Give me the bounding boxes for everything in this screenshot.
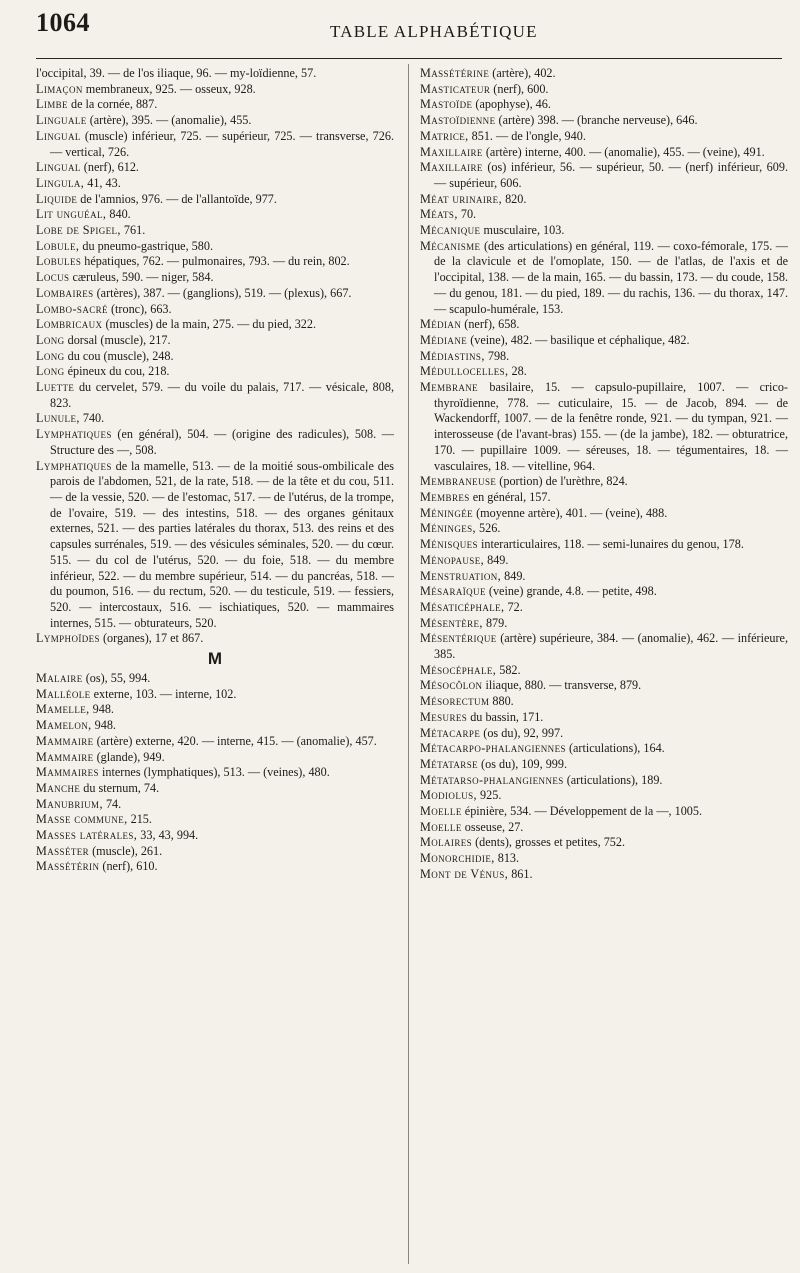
index-entry <box>420 129 788 145</box>
entry-headword: Mastoïde <box>420 97 473 112</box>
entry-text: 948. <box>94 718 116 733</box>
entry-text: (os) inférieur, 56. — supérieur, 50. — (nerf) inférieur, 609. — supérieur, 606. <box>434 160 789 190</box>
index-entry <box>420 867 788 883</box>
entry-headword: Médiane <box>420 332 468 347</box>
entry-text: 813. <box>497 851 520 866</box>
index-entry <box>420 333 788 349</box>
entry-text: internes (lymphatiques), 513. — (veines), 480. <box>102 765 330 780</box>
entry-text: 798. <box>487 348 510 363</box>
entry-headword: Mésentérique <box>420 631 497 646</box>
index-entry <box>36 192 394 208</box>
entry-headword: Lombaires <box>36 285 94 300</box>
index-entry <box>36 176 394 192</box>
entry-headword: Masse commune, <box>36 812 128 827</box>
entry-headword: Lymphoïdes <box>36 631 100 646</box>
entry-headword: Mésaticéphale, <box>420 599 505 614</box>
entry-headword: Mammaire <box>36 733 94 748</box>
entry-headword: Malaire <box>36 671 83 686</box>
entry-text: du bassin, 171. <box>470 709 544 724</box>
entry-headword: Méninges, <box>420 521 476 536</box>
entry-headword: Massétérine <box>420 66 490 80</box>
entry-text: 820. <box>505 191 527 206</box>
index-entry <box>420 82 788 98</box>
index-entry <box>36 765 394 781</box>
entry-headword: Masséter <box>36 843 90 858</box>
entry-headword: Manche <box>36 780 81 795</box>
index-entry <box>420 97 788 113</box>
index-entry <box>36 160 394 176</box>
entry-headword: Métacarpe <box>420 725 481 740</box>
index-entry <box>36 364 394 380</box>
entries-before <box>36 66 394 647</box>
entry-headword: Lymphatiques <box>36 427 112 442</box>
entry-headword: Médiastins, <box>420 348 485 363</box>
entry-headword: Médian <box>420 317 462 332</box>
index-entry <box>36 671 394 687</box>
entry-headword: Massétérin <box>36 859 100 874</box>
index-entry <box>420 380 788 474</box>
entry-text: (artère), 402. <box>492 66 556 80</box>
header-rule <box>36 58 782 59</box>
entry-text: (glande), 949. <box>96 749 165 764</box>
entry-text: 849. <box>504 568 526 583</box>
entry-headword: Ménisques <box>420 537 478 552</box>
index-entry <box>420 192 788 208</box>
index-entry <box>420 616 788 632</box>
entry-text: 28. <box>511 364 527 379</box>
right-column <box>420 66 788 883</box>
entry-text: 33, 43, 994. <box>140 828 199 843</box>
entry-headword: Métatarso-phalangiennes <box>420 772 564 787</box>
index-entry <box>36 286 394 302</box>
entry-text: (des articulations) en général, 119. — coxo-fémorale, 175. — de la clavicule et de l'omoplate, 150. — de l'atlas, de l'axis et de l'occipital, 138. — de la main, 165. — du bassin, 173. — du coude, 158. — du genou, 181. — du pied, 189. — du rachis, 136. — du thorax, 147. — scapulo-humérale, 153. <box>434 238 788 316</box>
entry-text: musculaire, 103. <box>483 223 565 238</box>
index-entry <box>36 239 394 255</box>
index-entry <box>36 687 394 703</box>
entry-headword: Membres <box>420 489 470 504</box>
index-entry <box>420 569 788 585</box>
entry-text: (nerf), 612. <box>83 160 139 175</box>
entry-text: 849. <box>487 552 509 567</box>
index-entry <box>420 474 788 490</box>
entry-headword: Mésaraïque <box>420 584 486 599</box>
entry-headword: Lobule, <box>36 238 80 253</box>
index-entry <box>36 844 394 860</box>
entry-headword: Menstruation, <box>420 568 502 583</box>
entry-text: épinière, 534. — Développement de la —, 1005. <box>464 804 703 819</box>
running-title: TABLE ALPHABÉTIQUE <box>330 22 538 41</box>
entry-text: (artère) 398. — (branche nerveuse), 646. <box>498 113 698 128</box>
index-entry <box>36 797 394 813</box>
index-entry <box>420 663 788 679</box>
entry-headword: Lunule, <box>36 411 80 426</box>
index-entry <box>420 788 788 804</box>
index-entry <box>420 207 788 223</box>
entry-text: 70. <box>460 207 477 222</box>
entry-text: épineux du cou, 218. <box>67 364 170 379</box>
index-entry <box>420 694 788 710</box>
entry-headword: Limaçon <box>36 81 83 96</box>
entry-headword: Long <box>36 348 65 363</box>
entry-text: (os du), 92, 997. <box>483 725 564 740</box>
index-entry <box>36 223 394 239</box>
entry-headword: Mésocéphale, <box>420 662 497 677</box>
entry-headword: Malléole <box>36 686 91 701</box>
entry-text: (os), 55, 994. <box>85 671 151 686</box>
entry-text: 879. <box>485 615 508 630</box>
index-entry <box>420 349 788 365</box>
entry-text: (os du), 109, 999. <box>481 756 568 771</box>
entry-text: 74. <box>105 796 122 811</box>
entries-after <box>36 671 394 875</box>
entry-headword: Linguale <box>36 113 87 128</box>
entry-headword: Mamelle, <box>36 702 90 717</box>
entry-text: du cou (muscle), 248. <box>67 348 174 363</box>
entry-text: 851. — de l'ongle, 940. <box>471 128 586 143</box>
entry-text: membraneux, 925. — osseux, 928. <box>85 81 256 96</box>
index-entry <box>420 726 788 742</box>
index-entry <box>36 411 394 427</box>
entry-headword: Lymphatiques <box>36 458 112 473</box>
entry-text: interarticulaires, 118. — semi-lunaires du genou, 178. <box>481 537 744 552</box>
entry-text: dorsal (muscle), 217. <box>67 332 171 347</box>
entry-headword: Mastoïdienne <box>420 113 496 128</box>
index-entry <box>36 734 394 750</box>
index-entry <box>420 66 788 82</box>
entry-headword: Méningée <box>420 505 474 520</box>
entry-text: l'occipital, 39. — de l'os iliaque, 96. — my-loïdienne, 57. <box>36 66 317 80</box>
entry-headword: Métacarpo-phalangiennes <box>420 741 566 756</box>
entry-headword: Molaires <box>420 835 473 850</box>
index-entry <box>420 160 788 191</box>
entry-text: (organes), 17 et 867. <box>103 631 204 646</box>
index-entry <box>36 82 394 98</box>
entry-text: (nerf), 600. <box>493 81 549 96</box>
index-entry <box>36 702 394 718</box>
entry-text: (articulations), 164. <box>568 741 665 756</box>
entry-text: cæruleus, 590. — niger, 584. <box>72 270 214 285</box>
entry-headword: Maxillaire <box>420 144 483 159</box>
entry-text: (dents), grosses et petites, 752. <box>475 835 626 850</box>
entry-headword: Mont de Vénus, <box>420 866 509 881</box>
column-divider <box>408 64 409 1264</box>
entry-text: du cervelet, 579. — du voile du palais, 717. — vésicale, 808, 823. <box>50 380 395 410</box>
index-entry <box>420 239 788 318</box>
entry-headword: Mamelon, <box>36 718 92 733</box>
index-entry <box>36 812 394 828</box>
index-entry <box>36 349 394 365</box>
entry-text: basilaire, 15. — capsulo-pupillaire, 1007. — crico-thyroïdienne, 778. — cuticulaire, 15. — de Jacob, 894. — de Wackendorff, 1007. — de la fenêtre ronde, 921. — du tympan, 921. — interosseuse (de l'avant-bras) 155. — (de la jambe), 182. — obturatrice, 170. — pupillaire 1009. — séreuses, 18. — tégumentaires, 18. — vasculaires, 18. — vitelline, 964. <box>434 380 788 473</box>
entry-text: 948. <box>92 702 114 717</box>
index-entry <box>420 757 788 773</box>
section-letter: M <box>207 649 223 669</box>
index-entry <box>420 317 788 333</box>
entry-text: (artère) interne, 400. — (anomalie), 455. — (veine), 491. <box>485 144 765 159</box>
entry-headword: Moelle <box>420 819 462 834</box>
entry-text: 740. <box>82 411 105 426</box>
entry-headword: Lombo-sacré <box>36 301 108 316</box>
index-entry <box>36 66 394 82</box>
index-entry <box>36 750 394 766</box>
index-entry <box>36 207 394 223</box>
index-entry <box>420 537 788 553</box>
entry-headword: Mésocôlon <box>420 678 483 693</box>
entry-text: (nerf), 610. <box>102 859 158 874</box>
entry-headword: Membraneuse <box>420 474 497 489</box>
entry-headword: Médullocelles, <box>420 364 509 379</box>
entry-text: 840. <box>109 207 131 222</box>
entry-headword: Lingual <box>36 160 81 175</box>
entry-text: 925. <box>480 788 502 803</box>
index-entry <box>420 773 788 789</box>
index-entry <box>420 145 788 161</box>
entry-headword: Maxillaire <box>420 160 483 175</box>
index-entry <box>36 631 394 647</box>
entry-headword: Métatarse <box>420 756 478 771</box>
entry-headword: Lobe de Spigel, <box>36 223 121 238</box>
entry-headword: Méat urinaire, <box>420 191 503 206</box>
entry-text: 861. <box>511 866 533 881</box>
entry-headword: Long <box>36 364 65 379</box>
entry-headword: Luette <box>36 380 75 395</box>
entry-headword: Limbe <box>36 97 68 112</box>
index-entry <box>420 835 788 851</box>
entry-headword: Modiolus, <box>420 788 477 803</box>
entry-text: 72. <box>507 599 523 614</box>
index-entry <box>36 718 394 734</box>
entry-headword: Lingula, <box>36 175 85 190</box>
index-entry <box>420 521 788 537</box>
entry-headword: Lobules <box>36 254 82 269</box>
entry-text: de la cornée, 887. <box>71 97 158 112</box>
index-entry <box>420 804 788 820</box>
index-entry <box>420 553 788 569</box>
entry-headword: Mésentère, <box>420 615 483 630</box>
index-entry <box>420 364 788 380</box>
entry-headword: Monorchidie, <box>420 851 495 866</box>
index-entry <box>36 302 394 318</box>
index-entry <box>420 820 788 836</box>
index-entry <box>36 459 394 632</box>
index-entry <box>420 851 788 867</box>
entry-text: (muscles) de la main, 275. — du pied, 322. <box>105 317 317 332</box>
entry-headword: Long <box>36 332 65 347</box>
index-entry <box>420 710 788 726</box>
entry-text: en général, 157. <box>472 489 551 504</box>
index-entry <box>420 678 788 694</box>
index-entry <box>420 490 788 506</box>
entry-text: (artère) externe, 420. — interne, 415. — (anomalie), 457. <box>96 733 377 748</box>
index-entry <box>420 600 788 616</box>
entry-headword: Mécanique <box>420 223 481 238</box>
entry-headword: Mammaires <box>36 765 99 780</box>
entry-headword: Membrane <box>420 380 479 395</box>
entry-text: du sternum, 74. <box>83 780 160 795</box>
index-entry <box>36 270 394 286</box>
entry-text: iliaque, 880. — transverse, 879. <box>485 678 642 693</box>
index-entry <box>420 584 788 600</box>
entry-headword: Matrice, <box>420 128 469 143</box>
entry-text: (tronc), 663. <box>110 301 172 316</box>
entry-text: (moyenne artère), 401. — (veine), 488. <box>476 505 668 520</box>
entry-text: (apophyse), 46. <box>475 97 551 112</box>
index-entry <box>36 129 394 160</box>
entry-headword: Mesures <box>420 709 468 724</box>
entry-text: (veine), 482. — basilique et céphalique, 482. <box>470 332 690 347</box>
entry-headword: Manubrium, <box>36 796 103 811</box>
index-entry <box>36 113 394 129</box>
entry-text: 880. <box>492 694 514 709</box>
entry-text: 41, 43. <box>87 175 121 190</box>
entry-headword: Liquide <box>36 191 78 206</box>
entry-text: 526. <box>479 521 501 536</box>
entry-headword: Moelle <box>420 804 462 819</box>
entry-text: (portion) de l'urèthre, 824. <box>499 474 628 489</box>
entry-text: hépatiques, 762. — pulmonaires, 793. — du rein, 802. <box>84 254 350 269</box>
entry-headword: Mécanisme <box>420 238 481 253</box>
index-entry <box>36 97 394 113</box>
entry-headword: Mésorectum <box>420 694 490 709</box>
entry-headword: Mammaire <box>36 749 94 764</box>
entry-text: de l'amnios, 976. — de l'allantoïde, 977. <box>80 191 277 206</box>
index-entry <box>420 631 788 662</box>
entry-text: osseuse, 27. <box>464 819 524 834</box>
entry-text: de la mamelle, 513. — de la moitié sous-ombilicale des parois de l'abdomen, 521, de la rate, 518. — de la tête et du cou, 511. — de la vessie, 520. — de l'estomac, 517. — de l'utérus, de la trompe, de l'ovaire, 519. — des intestins, 518. — des organes génitaux externes, 521. — des parties latérales du thorax, 513. des reins et des capsules surrénales, 519. — des vésicules séminales, 520. — du cœur. 515. — du col de l'utérus, 520. — du foie, 518. — du membre inférieur, 522. — du membre supérieur, 514. — du pancréas, 518. — du poumon, 516. — du rectum, 520. — du testicule, 519. — fessiers, 520. — intercostaux, 516. — ischiatiques, 520. — mammaires internes, 515. — obturateurs, 520. <box>50 458 394 630</box>
entry-text: (veine) grande, 4.8. — petite, 498. <box>488 584 657 599</box>
index-entry <box>420 223 788 239</box>
entry-text: (muscle) inférieur, 725. — supérieur, 725. — transverse, 726. — vertical, 726. <box>50 128 394 159</box>
entry-text: 215. <box>130 812 152 827</box>
index-entry <box>36 317 394 333</box>
index-entry <box>36 828 394 844</box>
entry-headword: Masticateur <box>420 81 491 96</box>
index-entry <box>420 506 788 522</box>
index-entry <box>36 859 394 875</box>
entry-text: externe, 103. — interne, 102. <box>93 686 237 701</box>
entry-text: (muscle), 261. <box>92 843 163 858</box>
entry-text: 761. <box>123 223 146 238</box>
entry-text: (en général), 504. — (origine des radicules), 508. — Structure des —, 508. <box>50 427 394 457</box>
entry-text: (artère) supérieure, 384. — (anomalie), 462. — inférieure, 385. <box>434 631 788 662</box>
entry-text: (nerf), 658. <box>464 317 520 332</box>
entry-text: du pneumo-gastrique, 580. <box>82 238 213 253</box>
index-entry <box>420 113 788 129</box>
index-entry <box>36 427 394 458</box>
index-entry <box>36 333 394 349</box>
index-entry <box>36 380 394 411</box>
entry-headword: Ménopause, <box>420 552 485 567</box>
entry-text: (articulations), 189. <box>566 772 663 787</box>
entries-right <box>420 66 788 883</box>
index-entry <box>36 781 394 797</box>
page-header <box>0 0 800 58</box>
entry-headword: Locus <box>36 270 70 285</box>
page-number: 1064 <box>36 8 90 37</box>
index-entry <box>36 254 394 270</box>
entry-text: 582. <box>499 662 521 677</box>
index-entry <box>420 741 788 757</box>
entry-headword: Lingual <box>36 128 81 143</box>
entry-headword: Lit unguéal, <box>36 207 107 222</box>
entry-headword: Méats, <box>420 207 458 222</box>
left-column <box>36 66 394 875</box>
entry-text: (artères), 387. — (ganglions), 519. — (plexus), 667. <box>96 285 352 300</box>
entry-headword: Masses latérales, <box>36 828 138 843</box>
entry-headword: Lombricaux <box>36 317 103 332</box>
entry-text: (artère), 395. — (anomalie), 455. <box>89 113 252 128</box>
